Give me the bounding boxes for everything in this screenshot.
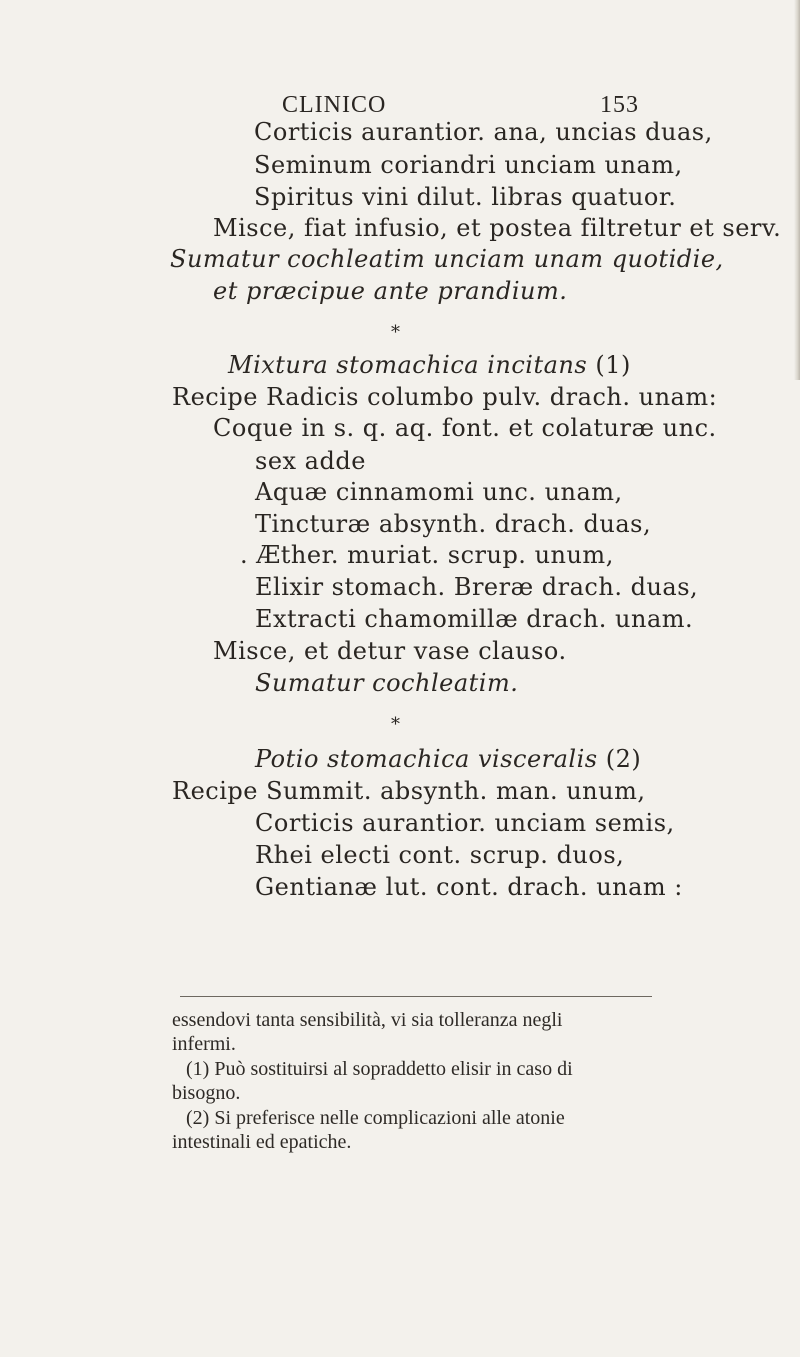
text-line: Misce, fiat infusio, et postea filtretur et serv. (213, 214, 782, 242)
text-line: sex adde (255, 447, 366, 475)
text-line: Aquæ cinnamomi unc. unam, (255, 478, 623, 506)
text-line: Extracti chamomillæ drach. unam. (255, 605, 694, 633)
text-line: Coque in s. q. aq. font. et colaturæ unc. (213, 414, 717, 442)
directions-line: Sumatur cochleatim unciam unam quotidie, (170, 245, 724, 273)
text-line: Gentianæ lut. cont. drach. unam : (255, 873, 683, 901)
footnote-rule (180, 996, 652, 997)
page-number: 153 (600, 92, 639, 118)
section-separator: * (391, 714, 400, 735)
text-line: . Æther. muriat. scrup. unum, (240, 541, 614, 569)
footnote-line: bisogno. (172, 1082, 241, 1104)
running-header (282, 92, 650, 119)
text-line: Recipe Summit. absynth. man. unum, (172, 777, 646, 805)
footnote-ref: (2) (605, 745, 642, 773)
text-line: Corticis aurantior. ana, uncias duas, (254, 118, 713, 146)
text-line: Spiritus vini dilut. libras quatuor. (254, 183, 677, 211)
directions-line: et præcipue ante prandium. (213, 277, 568, 305)
text-line: Recipe Radicis columbo pulv. drach. unam: (172, 383, 718, 411)
text-line: Rhei electi cont. scrup. duos, (255, 841, 625, 869)
text-line: Misce, et detur vase clauso. (213, 637, 567, 665)
text-line: Elixir stomach. Breræ drach. duas, (255, 573, 699, 601)
footnote-line: intestinali ed epatiche. (172, 1131, 352, 1153)
footnote-line: infermi. (172, 1033, 236, 1055)
footnote-line: (2) Si preferisce nelle complicazioni alle atonie (186, 1107, 565, 1129)
running-title: CLINICO (282, 92, 387, 118)
footnote-line: essendovi tanta sensibilità, vi sia tolleranza negli (172, 1009, 563, 1031)
directions-line: Sumatur cochleatim. (255, 669, 519, 697)
text-line: Tincturæ absynth. drach. duas, (255, 510, 652, 538)
formula-title: Potio stomachica visceralis (2) (255, 745, 642, 773)
text-line: Seminum coriandri unciam unam, (254, 151, 683, 179)
section-separator: * (391, 322, 400, 343)
formula-title: Mixtura stomachica incitans (1) (228, 351, 631, 379)
page-edge-shadow (794, 0, 800, 380)
footnote-line: (1) Può sostituirsi al sopraddetto elisir in caso di (186, 1058, 573, 1080)
footnote-ref: (1) (595, 351, 631, 379)
text-line: Corticis aurantior. unciam semis, (255, 809, 675, 837)
